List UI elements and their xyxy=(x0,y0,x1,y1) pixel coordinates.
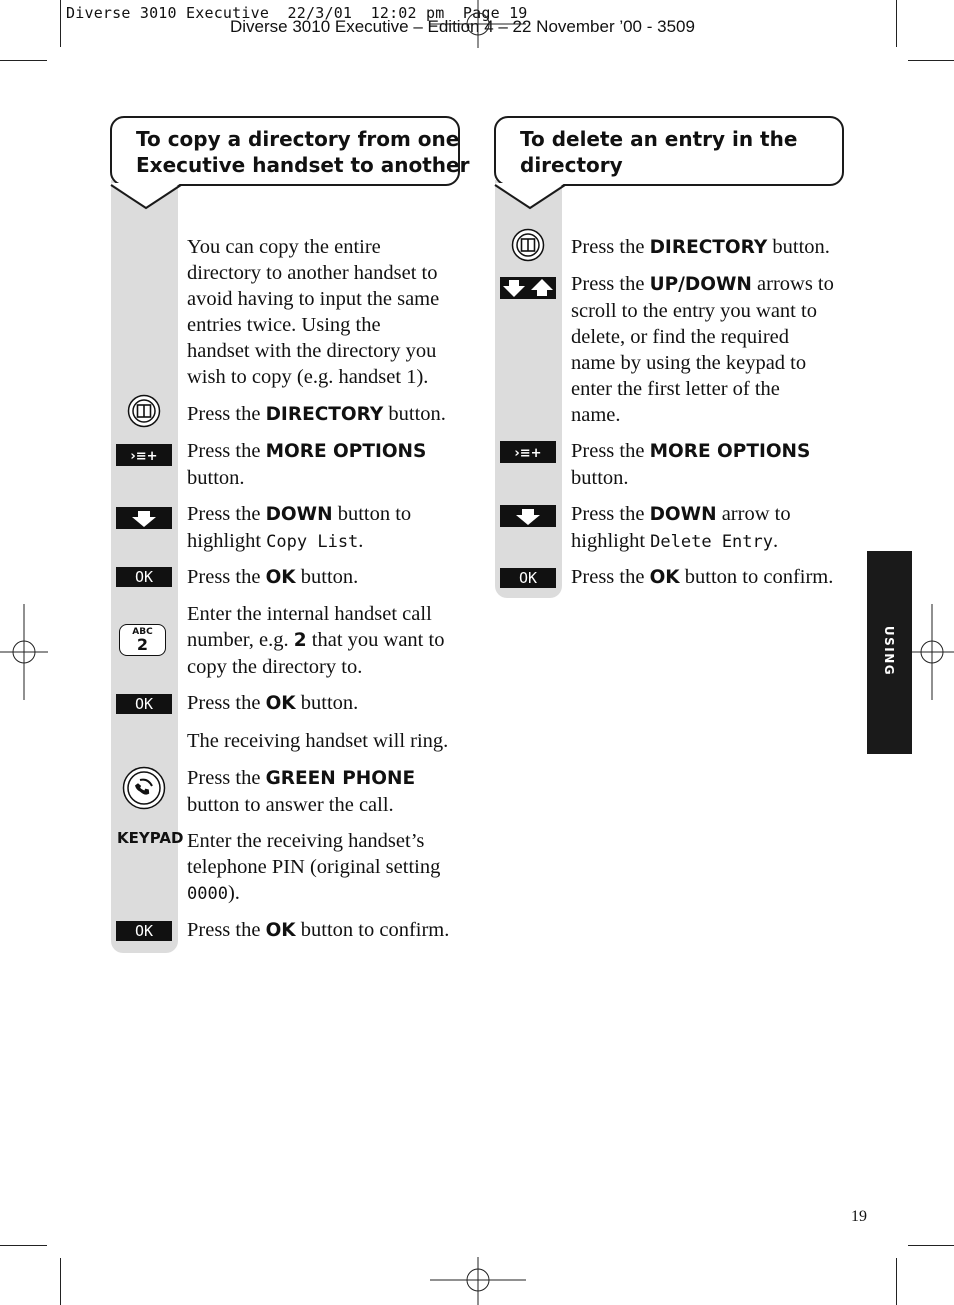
left-title-line-1: To copy a directory from one xyxy=(136,127,460,151)
edition-line: Diverse 3010 Executive – Edition 4 – 22 November ’00 - 3509 xyxy=(230,17,695,36)
ok-icon: OK xyxy=(116,921,172,941)
crop-mark xyxy=(908,60,954,61)
ok-icon: OK xyxy=(116,567,172,587)
ok-icon: OK xyxy=(116,694,172,714)
registration-mark-left xyxy=(0,604,48,700)
green-phone-icon xyxy=(122,766,166,810)
left-step-more-options: Press the MORE OPTIONS button. xyxy=(187,440,427,489)
left-title-line-2: Executive handset to another xyxy=(136,153,470,177)
key-digit: 2 xyxy=(136,635,149,654)
right-title-line-1: To delete an entry in the xyxy=(520,127,798,151)
crop-mark xyxy=(908,1245,954,1246)
print-slug: Diverse 3010 Executive 22/3/01 12:02 pm Page 19 xyxy=(66,4,528,22)
left-step-green-phone: Press the GREEN PHONE button to answer the call. xyxy=(187,767,416,816)
left-step-ok-2: Press the OK button. xyxy=(187,692,359,714)
crop-mark xyxy=(896,1258,897,1305)
right-step-up-down: Press the UP/DOWN arrows to scroll to the entry you want to delete, or find the required name by using the keypad to enter the first letter of the name. xyxy=(571,273,834,426)
more-options-icon xyxy=(500,441,556,463)
left-title-pointer xyxy=(110,183,182,211)
keypad-label: KEYPAD xyxy=(117,829,184,847)
left-step-ring: The receiving handset will ring. xyxy=(187,730,449,752)
left-step-ok-1: Press the OK button. xyxy=(187,566,359,588)
keypad-2-icon xyxy=(119,624,166,656)
left-step-directory: Press the DIRECTORY button. xyxy=(187,403,446,425)
left-step-ok-confirm: Press the OK button to confirm. xyxy=(187,919,450,941)
crop-mark xyxy=(0,1245,47,1246)
directory-icon xyxy=(127,394,161,428)
crop-mark xyxy=(896,0,897,47)
left-section-title xyxy=(110,116,470,186)
right-title-pointer xyxy=(494,183,566,211)
more-options-icon xyxy=(116,444,172,466)
crop-mark xyxy=(60,0,61,47)
right-title-line-2: directory xyxy=(520,153,623,177)
down-arrow-icon xyxy=(500,505,556,527)
right-step-ok-confirm: Press the OK button to confirm. xyxy=(571,566,834,588)
side-tab-label: USING xyxy=(882,625,896,677)
right-step-more-options: Press the MORE OPTIONS button. xyxy=(571,440,811,489)
right-step-directory: Press the DIRECTORY button. xyxy=(571,236,830,258)
page-number: 19 xyxy=(851,1208,867,1225)
key-letters: ABC xyxy=(132,627,153,637)
crop-mark xyxy=(0,60,47,61)
registration-mark-right xyxy=(906,604,954,700)
directory-icon xyxy=(511,228,545,262)
left-intro: You can copy the entire directory to another handset to avoid having to input the same entries twice. Using the handset with the directory you wish to copy (e.g. handset 1). xyxy=(187,236,440,388)
up-down-arrows-icon xyxy=(500,277,556,299)
registration-mark-bottom xyxy=(430,1257,526,1305)
right-step-down: Press the DOWN arrow to highlight Delete Entry. xyxy=(571,503,791,552)
crop-mark xyxy=(60,1258,61,1305)
registration-mark-top xyxy=(430,0,526,48)
ok-icon: OK xyxy=(500,568,556,588)
right-section-title xyxy=(494,116,844,186)
down-arrow-icon xyxy=(116,507,172,529)
svg-text:›≡+: ›≡+ xyxy=(514,446,542,461)
left-step-down: Press the DOWN button to highlight Copy List. xyxy=(187,503,412,552)
section-side-tab xyxy=(867,551,912,754)
left-step-pin: Enter the receiving handset’s telephone PIN (original setting 0000). xyxy=(187,830,441,904)
left-step-keypad: Enter the internal handset call number, e.g. 2 that you want to copy the directory to. xyxy=(187,603,445,678)
svg-text:›≡+: ›≡+ xyxy=(130,449,158,464)
